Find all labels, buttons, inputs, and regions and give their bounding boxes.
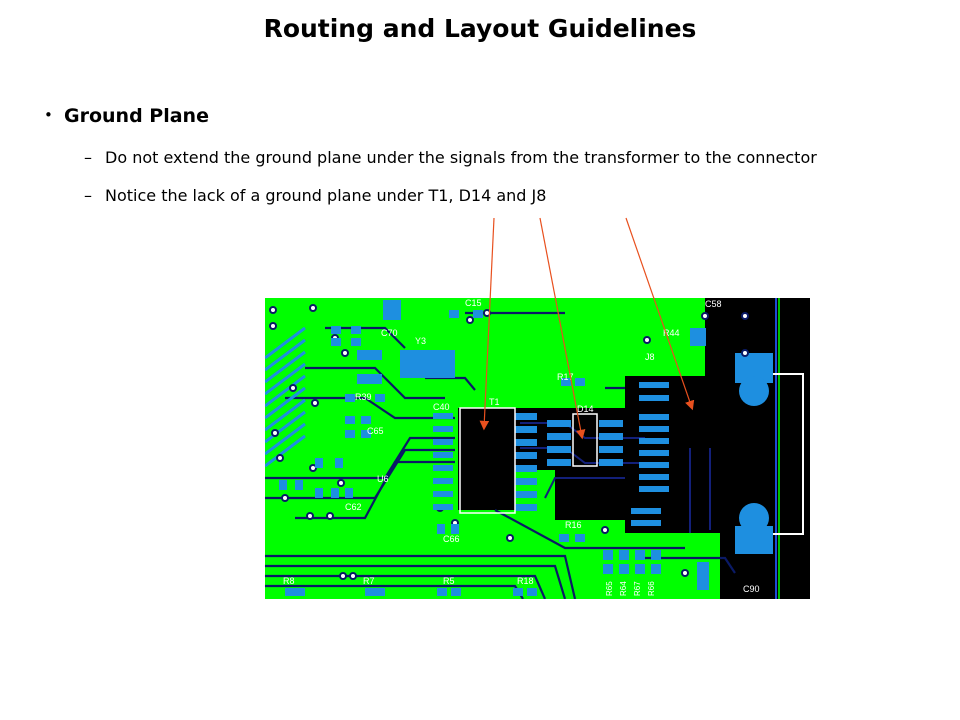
pcb-label: T1 xyxy=(489,397,500,407)
arrow-to-j8 xyxy=(626,218,692,408)
pcb-label: R8 xyxy=(283,576,295,586)
pcb-label: C15 xyxy=(465,298,482,308)
pcb-label: U6 xyxy=(377,474,389,484)
sub-item-text: Do not extend the ground plane under the signals from the transformer to the connector xyxy=(105,148,817,167)
bullet-dot: • xyxy=(44,106,53,124)
pcb-label: D14 xyxy=(577,404,594,414)
pcb-label: R67 xyxy=(633,581,642,596)
pcb-label: R65 xyxy=(605,581,614,596)
pcb-label: R17 xyxy=(557,372,574,382)
pcb-label: C70 xyxy=(381,328,398,338)
dash-marker: – xyxy=(84,148,92,167)
bullet-label: Ground Plane xyxy=(64,105,209,127)
arrow-to-d14 xyxy=(540,218,582,437)
pcb-label: R64 xyxy=(619,581,628,596)
pcb-label: C65 xyxy=(367,426,384,436)
pcb-label: C90 xyxy=(743,584,760,594)
pcb-label: C66 xyxy=(443,534,460,544)
pcb-label: C58 xyxy=(705,299,722,309)
pcb-label: Y3 xyxy=(415,336,427,346)
sub-item-text: Notice the lack of a ground plane under T1, D14 and J8 xyxy=(105,186,547,205)
page-title: Routing and Layout Guidelines xyxy=(263,14,697,43)
dash-marker: – xyxy=(84,186,92,205)
arrow-to-t1 xyxy=(484,218,494,428)
pcb-label: R16 xyxy=(565,520,582,530)
pcb-label: R18 xyxy=(517,576,534,586)
pcb-label: R5 xyxy=(443,576,455,586)
pcb-label: R39 xyxy=(355,392,372,402)
pcb-label: C40 xyxy=(433,402,450,412)
pcb-label: J8 xyxy=(645,352,655,362)
pcb-label: C62 xyxy=(345,502,362,512)
pcb-label: R44 xyxy=(663,328,680,338)
pcb-label: R66 xyxy=(647,581,656,596)
pcb-label: R7 xyxy=(363,576,375,586)
